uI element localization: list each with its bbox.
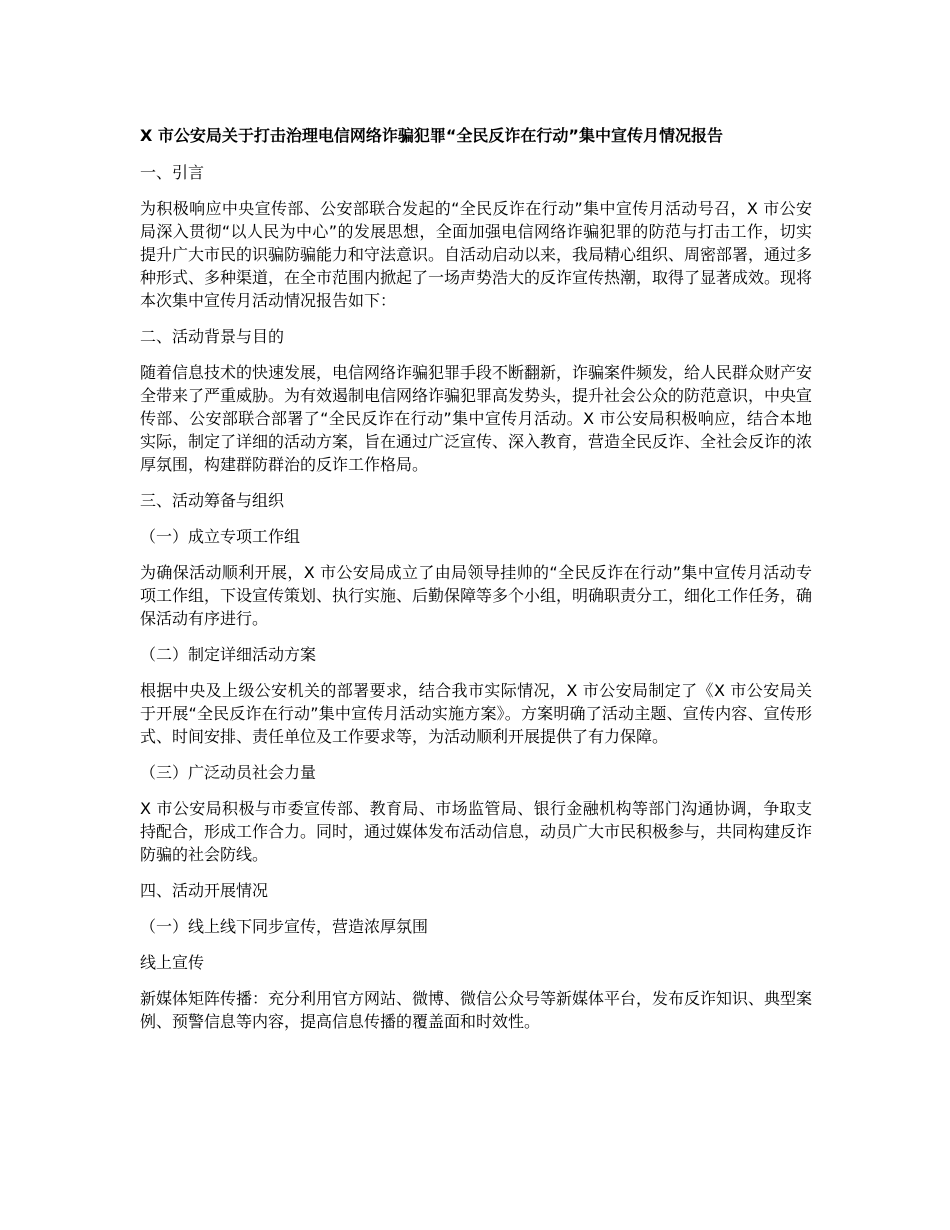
subheading-activity-plan: （二）制定详细活动方案 (140, 645, 317, 664)
document-title: X 市公安局关于打击治理电信网络诈骗犯罪“全民反诈在行动”集中宣传月情况报告 (140, 126, 723, 145)
paragraph-new-media: 新媒体矩阵传播：充分利用官方网站、微博、微信公众号等新媒体平台，发布反诈知识、典型案例、预警信息等内容，提高信息传播的覆盖面和时效性。 (140, 989, 813, 1031)
paragraph-background: 随着信息技术的快速发展，电信网络诈骗犯罪手段不断翻新，诈骗案件频发，给人民群众财产安全带来了严重威胁。为有效遏制电信网络诈骗犯罪高发势头，提升社会公众的防范意识，中央宣传部、公安部联合部署了“全民反诈在行动”集中宣传月活动。X 市公安局积极响应，结合本地实际，制定了详细的活动方案，旨在通过广泛宣传、深入教育，营造全民反诈、全社会反诈的浓厚氛围，构建群防群治的反诈工作格局。 (140, 363, 813, 474)
document-page (140, 124, 812, 1046)
paragraph-introduction: 为积极响应中央宣传部、公安部联合发起的“全民反诈在行动”集中宣传月活动号召，X 市公安局深入贯彻“以人民为中心”的发展思想，全面加强电信网络诈骗犯罪的防范与打击工作，切实提升广大市民的识骗防骗能力和守法意识。自活动启动以来，我局精心组织、周密部署，通过多种形式、多种渠道，在全市范围内掀起了一场声势浩大的反诈宣传热潮，取得了显著成效。现将本次集中宣传月活动情况报告如下： (140, 199, 813, 310)
section-heading-background: 二、活动背景与目的 (140, 327, 285, 346)
subheading-task-force: （一）成立专项工作组 (140, 527, 301, 546)
paragraph-social-mobilization: X 市公安局积极与市委宣传部、教育局、市场监管局、银行金融机构等部门沟通协调，争取支持配合，形成工作合力。同时，通过媒体发布活动信息，动员广大市民积极参与，共同构建反诈防骗的社会防线。 (140, 799, 813, 864)
paragraph-task-force: 为确保活动顺利开展，X 市公安局成立了由局领导挂帅的“全民反诈在行动”集中宣传月活动专项工作组，下设宣传策划、执行实施、后勤保障等多个小组，明确职责分工，细化工作任务，确保活动有序进行。 (140, 563, 813, 628)
section-heading-introduction: 一、引言 (140, 163, 205, 182)
section-heading-activities: 四、活动开展情况 (140, 881, 269, 900)
subheading-online-offline: （一）线上线下同步宣传，营造浓厚氛围 (140, 917, 429, 936)
subheading-online-publicity: 线上宣传 (140, 953, 205, 972)
paragraph-activity-plan: 根据中央及上级公安机关的部署要求，结合我市实际情况，X 市公安局制定了《X 市公安局关于开展“全民反诈在行动”集中宣传月活动实施方案》。方案明确了活动主题、宣传内容、宣传形式、时间安排、责任单位及工作要求等，为活动顺利开展提供了有力保障。 (140, 681, 812, 746)
subheading-social-mobilization: （三）广泛动员社会力量 (140, 763, 317, 782)
section-heading-organization: 三、活动筹备与组织 (140, 491, 285, 510)
